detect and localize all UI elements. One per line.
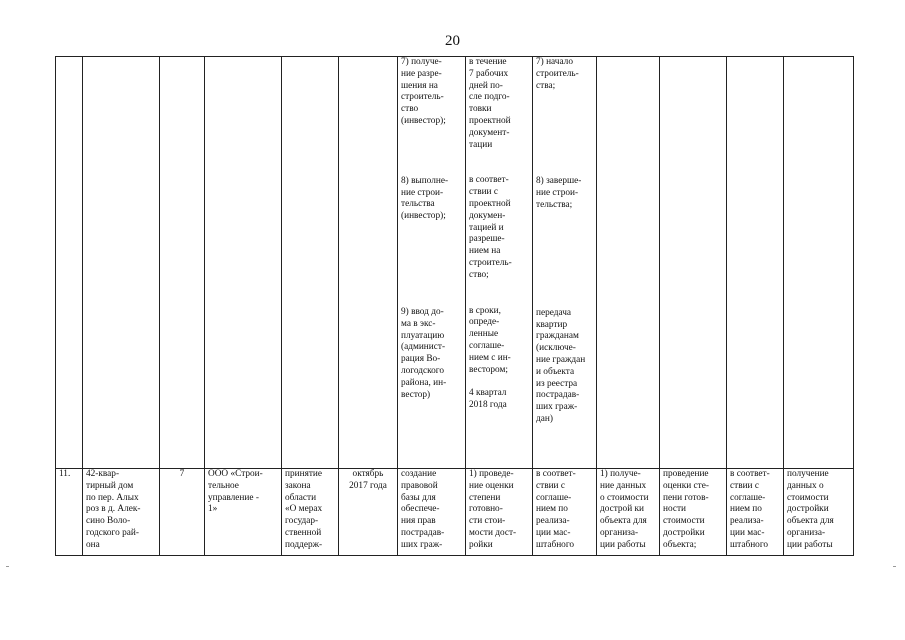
document-table (55, 56, 854, 556)
cell-empty (56, 57, 83, 469)
cell-empty (660, 57, 727, 469)
cell-stages: 7) получе- ние разре- шения на строитель- ство (инвестор); 8) выполне- ние строи- тельства (инвестор); 9) ввод до- ма в экс- плуатацию (админист- рация Во- логодского района, ин- вестор) (398, 57, 466, 469)
cell-developer: ООО «Строи- тельное управление - 1» (205, 469, 282, 556)
cell-stages: 1) проведе- ние оценки степени готовно- сти стои- мости дост- ройки (466, 469, 533, 556)
cell-deadlines: в течение 7 рабочих дней по- сле подго- товки проектной документ- тации в соответ- ствии с проектной докумен- тацией и разреше- нием на строитель- ство; в сроки, опреде- ленные соглаше- нием с ин- вестором; 4 квартал 2018 года (466, 57, 533, 469)
table-row-11 (56, 469, 854, 556)
table-row-continuation (56, 57, 854, 469)
cell-row-number: 11. (56, 469, 83, 556)
scan-artifact (893, 566, 896, 567)
cell-outcome: получение данных о стоимости достройки объекта для организа- ции работы (784, 469, 854, 556)
page-number: 20 (445, 33, 460, 49)
cell-empty (339, 57, 398, 469)
cell-measure: принятие закона области «О мерах государ- ственной поддерж- (282, 469, 339, 556)
cell-empty (83, 57, 160, 469)
cell-count: 7 (160, 469, 205, 556)
cell-date: октябрь 2017 года (339, 469, 398, 556)
cell-goal: создание правовой базы для обеспече- ния прав пострадав- ших граж- (398, 469, 466, 556)
cell-empty (784, 57, 854, 469)
cell-object: 42-квар- тирный дом по пер. Алых роз в д. Алек- сино Воло- годского рай- она (83, 469, 160, 556)
cell-terms: в соответ- ствии с соглаше- нием по реализа- ции мас- штабного (727, 469, 784, 556)
cell-empty (727, 57, 784, 469)
cell-empty (160, 57, 205, 469)
cell-empty (282, 57, 339, 469)
cell-empty (597, 57, 660, 469)
cell-actions: проведение оценки сте- пени готов- ности стоимости достройки объекта; (660, 469, 727, 556)
scan-artifact (6, 566, 9, 567)
cell-results: 7) начало строитель- ства; 8) заверше- ние строи- тельства; передача квартир гражданам (исключе- ние граждан и объекта из реестра пострадав- ших граж- дан) (533, 57, 597, 469)
cell-results: 1) получе- ние данных о стоимости дострой ки объекта для организа- ции работы (597, 469, 660, 556)
cell-empty (205, 57, 282, 469)
cell-deadlines: в соответ- ствии с соглаше- нием по реализа- ции мас- штабного (533, 469, 597, 556)
